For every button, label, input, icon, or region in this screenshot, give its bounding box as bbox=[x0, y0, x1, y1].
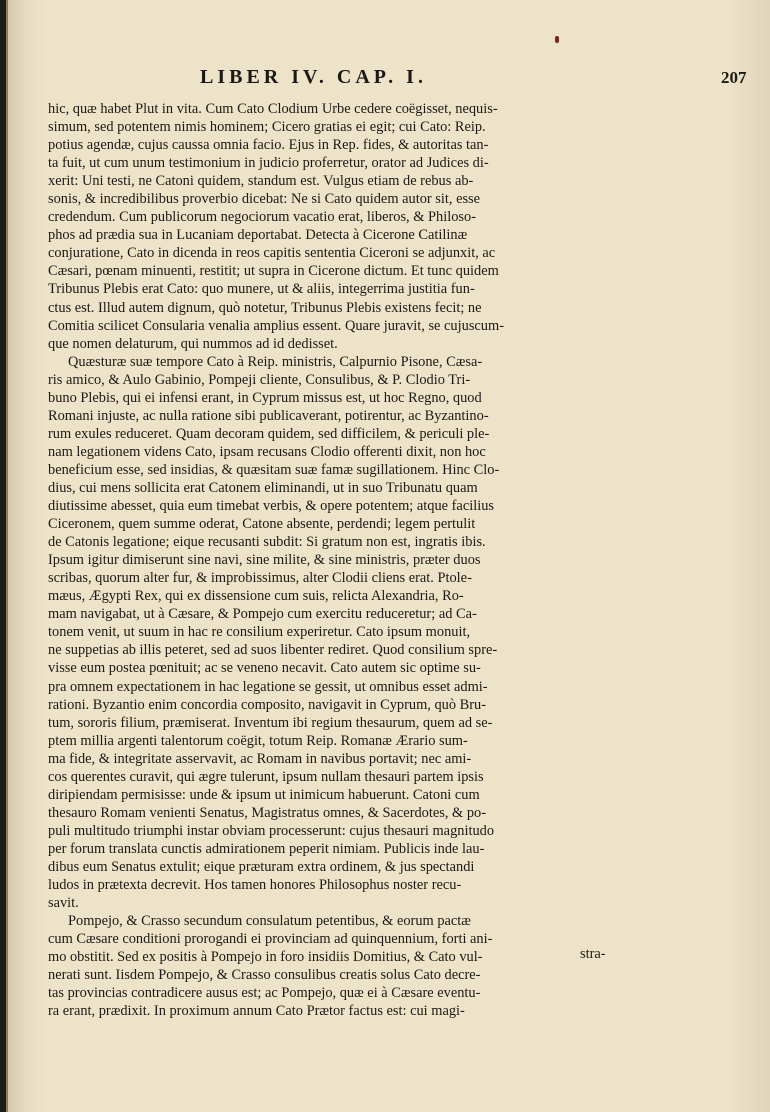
text-line: ris amico, & Aulo Gabinio, Pompeji cliente, Consulibus, & P. Clodio Tri- bbox=[48, 371, 471, 388]
text-line: credendum. Cum publicorum negociorum vacatio erat, liberos, & Philoso- bbox=[48, 209, 477, 226]
text-line: phos ad prædia sua in Lucaniam deportabat. Detecta à Cicerone Catilinæ bbox=[48, 227, 468, 244]
ink-spot bbox=[555, 36, 559, 43]
text-line: Ciceronem, quem summe oderat, Catone absente, perdendi; legem pertulit bbox=[48, 516, 476, 533]
text-line: hic, quæ habet Plut in vita. Cum Cato Clodium Urbe cedere coëgisset, nequis- bbox=[48, 101, 498, 117]
text-line: sonis, & incredibilibus proverbio dicebat: Ne si Cato quidem autor sit, esse bbox=[48, 191, 481, 208]
book-page bbox=[6, 0, 770, 1112]
text-line: Quæsturæ suæ tempore Cato à Reip. ministris, Calpurnio Pisone, Cæsa- bbox=[68, 353, 483, 370]
text-line: simum, sed potentem nimis hominem; Cicero gratias ei egit; cui Cato: Reip. bbox=[48, 119, 486, 136]
text-line: Pompejo, & Crasso secundum consulatum petentibus, & eorum pactæ bbox=[68, 913, 471, 930]
page-number: 207 bbox=[721, 68, 747, 87]
text-line: per forum translata cunctis admirationem peperit nimiam. Publicis inde lau- bbox=[48, 840, 485, 857]
text-line: rum exules reduceret. Quam decoram quidem, sed difficilem, & periculi ple- bbox=[48, 425, 490, 442]
text-line: xerit: Uni testi, ne Catoni quidem, standum est. Vulgus etiam de rebus ab- bbox=[48, 173, 474, 190]
text-line: dius, cui mens sollicita erat Catonem eliminandi, ut in suo Tribunatu quam bbox=[48, 479, 478, 496]
text-line: ptem millia argenti talentorum coëgit, totum Reip. Romanæ Ærario sum- bbox=[48, 732, 468, 749]
text-line: Tribunus Plebis erat Cato: quo munere, ut & aliis, integerrima justitia fun- bbox=[48, 281, 475, 298]
text-line: buno Plebis, qui ei infensi erant, in Cyprum missus est, ut hoc Regno, quod bbox=[48, 389, 482, 406]
text-line: diutissime abesset, quia eum timebat verbis, & opere potentem; atque facilius bbox=[48, 498, 494, 515]
text-line: ctus est. Illud autem dignum, quò notetur, Tribunus Plebis existens fecit; ne bbox=[48, 299, 482, 316]
text-line: savit. bbox=[48, 895, 79, 912]
catchword: stra- bbox=[580, 946, 606, 962]
text-line: Romani injuste, ac nulla ratione sibi publicaverant, potirentur, ac Byzantino- bbox=[48, 407, 489, 424]
text-line: cum Cæsare conditioni prorogandi ei provinciam ad quinquennium, forti ani- bbox=[48, 931, 493, 948]
text-line: ta fuit, ut cum unum testimonium in judicio proferretur, orator ad Judices di- bbox=[48, 155, 489, 172]
text-line: de Catonis legatione; eique recusanti subdit: Si gratum non est, ingratis ibis. bbox=[48, 534, 486, 551]
text-line: mam navigabat, ut à Cæsare, & Pompejo cum exercitu reduceretur; ad Ca- bbox=[48, 606, 477, 623]
text-line: dibus eum Senatus extulit; eique præturam extra ordinem, & jus spectandi bbox=[48, 858, 475, 875]
text-line: nam legationem videns Cato, ipsam recusans Clodio offerenti dixit, non hoc bbox=[48, 443, 486, 460]
text-line: thesauro Romam venienti Senatus, Magistratus omnes, & Sacerdotes, & po- bbox=[48, 804, 487, 821]
text-line: ludos in prætexta decrevit. Hos tamen honores Philosophus noster recu- bbox=[48, 877, 462, 894]
text-line: diripiendam permisisse: unde & ipsum ut inimicum habuerunt. Catoni cum bbox=[48, 786, 480, 803]
text-line: visse eum postea pœnituit; ac se veneno necavit. Cato autem sic optime su- bbox=[48, 660, 481, 677]
text-line: tas provincias contradicere ausus est; ac Pompejo, quæ ei à Cæsare eventu- bbox=[48, 985, 481, 1002]
text-line: mo obstitit. Sed ex positis à Pompejo in foro insidiis Domitius, & Cato vul- bbox=[48, 949, 483, 966]
text-line: nerati sunt. Iisdem Pompejo, & Crasso consulibus creatis solus Cato decre- bbox=[48, 967, 481, 984]
text-line: conjuratione, Cato in dicenda in reos capitis sententia Ciceroni se adjunxit, ac bbox=[48, 245, 496, 262]
text-line: puli multitudo triumphi instar obviam processerunt: cujus thesauri magnitudo bbox=[48, 822, 495, 839]
text-line: ma fide, & integritate asservavit, ac Romam in navibus portavit; nec ami- bbox=[48, 750, 472, 767]
running-title: LIBER IV. CAP. I. bbox=[200, 66, 427, 88]
text-line: ra erant, prædixit. In proximum annum Cato Prætor factus est: cui magi- bbox=[48, 1003, 465, 1020]
text-line: potius agendæ, cujus caussa omnia facio. Ejus in Rep. fides, & autoritas tan- bbox=[48, 137, 489, 154]
text-line: tonem venit, ut suum in hac re consilium experiretur. Cato ipsum monuit, bbox=[48, 624, 471, 641]
text-line: mæus, Ægypti Rex, qui ex dissensione cum suis, relicta Alexandria, Ro- bbox=[48, 588, 464, 605]
text-line: beneficium esse, sed insidias, & quæsitam suæ famæ sugillationem. Hinc Clo- bbox=[48, 461, 500, 478]
text-line: que nomen delaturum, qui nummos ad id dedisset. bbox=[48, 335, 338, 352]
body-text bbox=[48, 100, 628, 1020]
text-line: Ipsum igitur dimiserunt sine navi, sine milite, & sine ministris, præter duos bbox=[48, 552, 481, 569]
text-line: tum, sororis filium, præmiserat. Inventum ibi regium thesaurum, quem ad se- bbox=[48, 714, 493, 731]
text-line: Comitia scilicet Consularia venalia amplius essent. Quare juravit, se cujuscum- bbox=[48, 317, 504, 334]
text-line: Cæsari, pœnam minuenti, restitit; ut supra in Cicerone dictum. Et tunc quidem bbox=[48, 263, 499, 280]
text-line: scribas, quorum alter fur, & improbissimus, alter Clodii cliens erat. Ptole- bbox=[48, 570, 472, 587]
text-line: pra omnem expectationem in hac legatione se gessit, ut omnibus esset admi- bbox=[48, 678, 488, 695]
text-line: ne suppetias ab illis peteret, sed ad suos libenter rediret. Quod consilium spre- bbox=[48, 642, 498, 659]
text-line: cos querentes curavit, qui ægre tulerunt, ipsum nullam thesauri partem ipsis bbox=[48, 768, 484, 785]
page-header bbox=[8, 64, 770, 94]
text-line: rationi. Byzantio enim concordia composito, navigavit in Cyprum, quò Bru- bbox=[48, 696, 487, 713]
